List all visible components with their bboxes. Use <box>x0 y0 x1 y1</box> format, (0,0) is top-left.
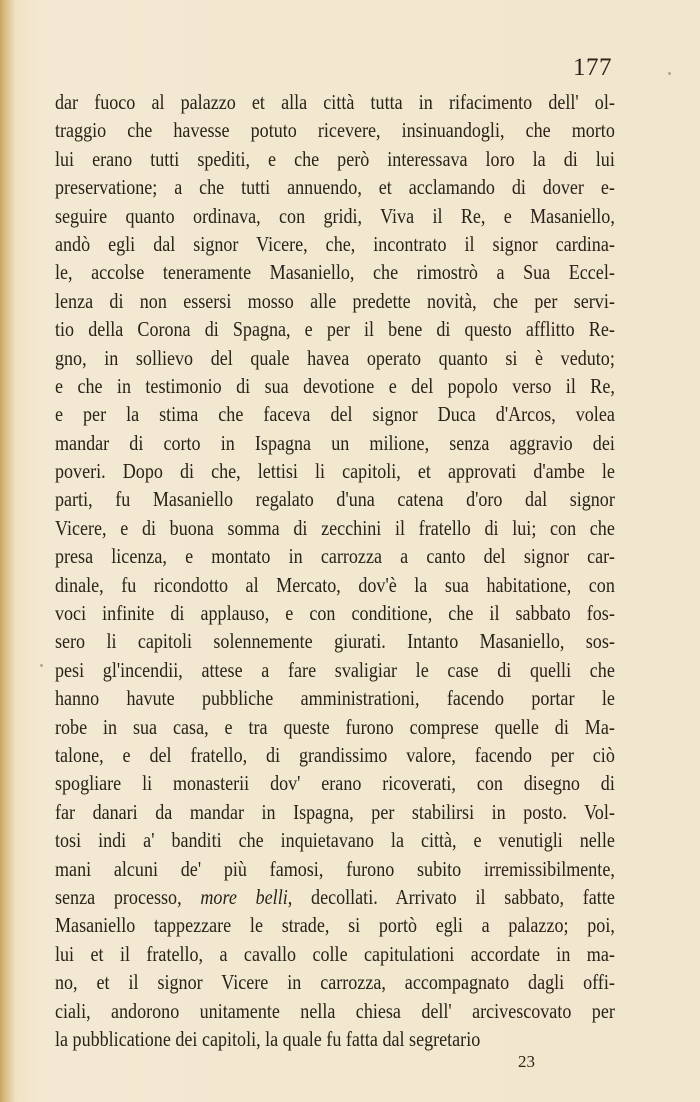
text-line: lui et il fratello, a cavallo colle capitulationi accordate in ma- <box>55 941 615 966</box>
text-line: far danari da mandar in Ispagna, per stabilirsi in posto. Vol- <box>55 799 615 824</box>
text-line: no, et il signor Vicere in carrozza, accompagnato dagli offi- <box>55 970 615 995</box>
text-line: sero li capitoli solennemente giurati. Intanto Masaniello, sos- <box>55 629 615 654</box>
text-line: andò egli dal signor Vicere, che, incontrato il signor cardina- <box>55 231 615 256</box>
paper-speck <box>40 664 43 667</box>
text-line: tosi indi a' banditi che inquietavano la città, e venutigli nelle <box>55 828 615 853</box>
text-line: parti, fu Masaniello regalato d'una catena d'oro dal signor <box>55 487 615 512</box>
text-line: e che in testimonio di sua devotione e del popolo verso il Re, <box>55 373 615 398</box>
text-line: ciali, andorono unitamente nella chiesa dell' arcivescovato per <box>55 998 615 1023</box>
text-line: mani alcuni de' più famosi, furono subito irremissibilmente, <box>55 856 615 881</box>
text-line: dinale, fu ricondotto al Mercato, dov'è la sua habitatione, con <box>55 572 615 597</box>
text-line: poveri. Dopo di che, lettisi li capitoli, et approvati d'ambe le <box>55 459 615 484</box>
page-number: 177 <box>573 54 612 81</box>
text-line: spogliare li monasterii dov' erano ricoverati, con disegno di <box>55 771 615 796</box>
text-line: presa licenza, e montato in carrozza a canto del signor car- <box>55 544 615 569</box>
text-line: gno, in sollievo del quale havea operato quanto si è veduto; <box>55 345 615 370</box>
text-line: lui erano tutti spediti, e che però interessava loro la di lui <box>55 146 615 171</box>
text-line: Vicere, e di buona somma di zecchini il fratello di lui; con che <box>55 515 615 540</box>
text-line: pesi gl'incendii, attese a fare svaligiar le case di quelli che <box>55 657 615 682</box>
text-line: mandar di corto in Ispagna un milione, senza aggravio dei <box>55 430 615 455</box>
text-line: Masaniello tappezzare le strade, si portò egli a palazzo; poi, <box>55 913 615 938</box>
body-text <box>55 88 615 1053</box>
text-line: hanno havute pubbliche amministrationi, facendo portar le <box>55 686 615 711</box>
text-line: dar fuoco al palazzo et alla città tutta in rifacimento dell' ol- <box>55 90 615 114</box>
text-line: e per la stima che faceva del signor Duca d'Arcos, volea <box>55 402 615 427</box>
text-line: lenza di non essersi mosso alle predette novità, che per servi- <box>55 288 615 313</box>
text-line: voci infinite di applauso, e con conditione, che il sabbato fos- <box>55 601 615 626</box>
text-line: la pubblicatione dei capitoli, la quale fu fatta dal segretario <box>55 1026 481 1051</box>
text-line: le, accolse teneramente Masaniello, che rimostrò a Sua Eccel- <box>55 260 615 285</box>
text-line: robe in sua casa, e tra queste furono comprese quelle di Ma- <box>55 714 615 739</box>
text-line: traggio che havesse potuto ricevere, insinuandogli, che morto <box>55 118 615 143</box>
text-line: preservatione; a che tutti annuendo, et acclamando di dover e- <box>55 175 615 200</box>
text-line: talone, e del fratello, di grandissimo valore, facendo per ciò <box>55 742 615 767</box>
signature-mark: 23 <box>518 1052 535 1071</box>
italic-phrase: more belli <box>200 884 288 909</box>
text-line: senza processo, more belli, decollati. Arrivato il sabbato, fatte <box>55 884 615 909</box>
text-line: seguire quanto ordinava, con gridi, Viva il Re, e Masaniello, <box>55 203 615 228</box>
paper-speck <box>668 72 671 75</box>
text-line: tio della Corona di Spagna, e per il bene di questo afflitto Re- <box>55 317 615 342</box>
